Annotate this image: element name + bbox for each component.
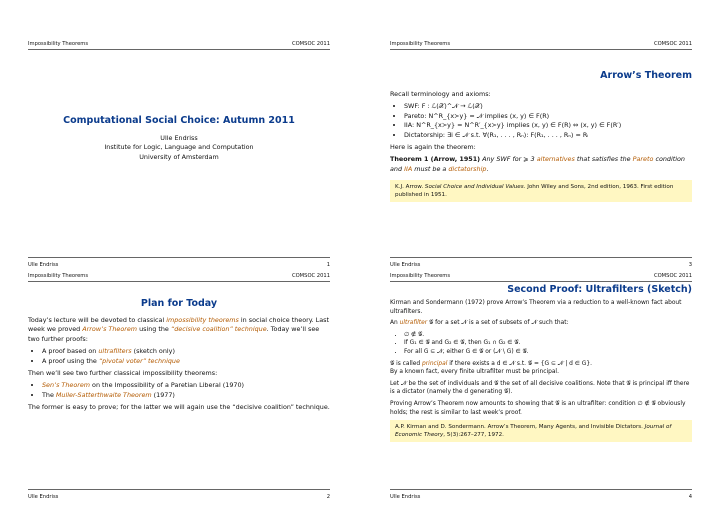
title-block <box>28 134 330 162</box>
slide-footer <box>28 258 330 268</box>
list-item: • If G₁ ∈ 𝒢 and G₂ ∈ 𝒢, then G₁ ∩ G₂ ∈ 𝒢. <box>404 339 692 348</box>
header-right: COMSOC 2011 <box>291 273 330 279</box>
theorem-intro: Here is again the theorem: <box>390 143 476 152</box>
axiom-list <box>390 102 692 140</box>
university: University of Amsterdam <box>139 152 219 161</box>
paragraph: Then we’ll see two further classical impossibility theorems: <box>28 369 218 378</box>
paragraph: An ultrafilter 𝒢 for a set 𝒩 is a set of subsets of 𝒩 such that: <box>390 320 569 327</box>
slide-title: Arrow’s Theorem <box>600 70 692 81</box>
slide-1 <box>28 38 330 268</box>
ultrafilter-conditions <box>390 331 692 357</box>
footer-left: Ulle Endriss <box>390 262 421 268</box>
page-number: 4 <box>688 494 692 500</box>
affiliation: Institute for Logic, Language and Computation <box>104 143 254 152</box>
slide-title: Second Proof: Ultrafilters (Sketch) <box>507 284 692 295</box>
proof-list <box>28 347 330 366</box>
footer-left: Ulle Endriss <box>28 262 59 268</box>
list-item: • Dictatorship: ∃i ∈ 𝒩 s.t. ∀(R₁, . . . , Rₙ): F(R₁, . . . , Rₙ) = Rᵢ <box>404 131 692 140</box>
page-number: 1 <box>326 262 330 268</box>
list-item: • For all G ⊆ 𝒩, either G ∈ 𝒢 or (𝒩 \ G) ∈ 𝒢. <box>404 348 692 357</box>
slide-title: Computational Social Choice: Autumn 2011 <box>63 115 295 126</box>
list-item: • Sen’s Theorem on the Impossibility of a Paretian Liberal (1970) <box>42 381 330 390</box>
theorem-list <box>28 381 330 400</box>
intro-text: Recall terminology and axioms: <box>390 90 491 98</box>
slide-3 <box>390 38 692 268</box>
page-number: 2 <box>326 494 330 500</box>
footer-left: Ulle Endriss <box>390 494 421 500</box>
header-rule <box>390 49 692 50</box>
list-item: • The Muller-Satterthwaite Theorem (1977) <box>42 391 330 400</box>
slide-footer <box>390 258 692 268</box>
paragraph: Let 𝒩 be the set of individuals and 𝒢 the set of all decisive coalitions. Note that 𝒢 is principal iff there is a dictator (namely the d generating 𝒢). <box>390 380 690 396</box>
header-left: Impossibility Theorems <box>28 273 89 279</box>
page-number: 3 <box>688 262 692 268</box>
slide-footer <box>28 490 330 500</box>
paragraph: Today’s lecture will be devoted to classical impossibility theorems in social choice theory. Last week we proved Arrow’s Theorem using the “decisive coalition” technique. Today we’ll see two further proofs: <box>28 316 329 343</box>
reference-box: K.J. Arrow. Social Choice and Individual Values. John Wiley and Sons, 2nd edition, 1963. First edition published in 1951. <box>390 180 692 202</box>
list-item: • SWF: F : ℒ(𝒳)^𝒩 → ℒ(𝒳) <box>404 102 692 111</box>
header-left: Impossibility Theorems <box>28 41 89 47</box>
slide-2 <box>28 270 330 500</box>
list-item: • ∅ ∉ 𝒢. <box>404 331 692 340</box>
theorem: Theorem 1 (Arrow, 1951) Any SWF for ⩾ 3 alternatives that satisfies the Pareto condition and IIA must be a dictatorship. <box>390 155 685 173</box>
header-left: Impossibility Theorems <box>390 41 451 47</box>
header-left: Impossibility Theorems <box>390 273 451 279</box>
paragraph: Proving Arrow’s Theorem now amounts to showing that 𝒢 is an ultrafilter: condition ∅ ∉ 𝒢 obviously holds; the rest is similar to last week’s proof. <box>390 400 686 416</box>
reference-box: A.P. Kirman and D. Sondermann. Arrow’s Theorem, Many Agents, and Invisible Dictators. Journal of Economic Theory, 5(3):267–277, 1972. <box>390 420 692 442</box>
header-rule <box>28 281 330 282</box>
slide-title: Plan for Today <box>140 298 218 309</box>
slide-body <box>28 314 330 416</box>
slide-footer <box>390 490 692 500</box>
header-right: COMSOC 2011 <box>653 273 692 279</box>
header-rule <box>390 281 692 282</box>
slide-body <box>390 297 692 442</box>
paragraph: Kirman and Sondermann (1972) prove Arrow’s Theorem via a reduction to a well-known fact about ultrafilters. <box>390 300 682 315</box>
author: Ulle Endriss <box>160 134 198 142</box>
list-item: • IIA: N^R_{x≻y} = N^R′_{x≻y} implies (x, y) ∈ F(R) ⇔ (x, y) ∈ F(R′) <box>404 121 692 130</box>
header-right: COMSOC 2011 <box>653 41 692 47</box>
slide-body <box>390 88 692 202</box>
list-item: • A proof based on ultrafilters (sketch only) <box>42 347 330 356</box>
list-item: • Pareto: N^R_{x≻y} = 𝒩 implies (x, y) ∈ F(R) <box>404 112 692 121</box>
header-right: COMSOC 2011 <box>291 41 330 47</box>
slide-4 <box>390 270 692 500</box>
list-item: • A proof using the “pivotal voter” technique <box>42 357 330 366</box>
paragraph: The former is easy to prove; for the latter we will again use the “decisive coalition” technique. <box>28 403 330 412</box>
paragraph: 𝒢 is called principal if there exists a d ∈ 𝒩 s.t. 𝒢 = {G ⊆ 𝒩 | d ∈ G}. By a known fact, every finite ultrafilter must be principal. <box>390 360 592 376</box>
footer-left: Ulle Endriss <box>28 494 59 500</box>
theorem-label: Theorem 1 (Arrow, 1951) <box>390 155 481 164</box>
header-rule <box>28 49 330 50</box>
